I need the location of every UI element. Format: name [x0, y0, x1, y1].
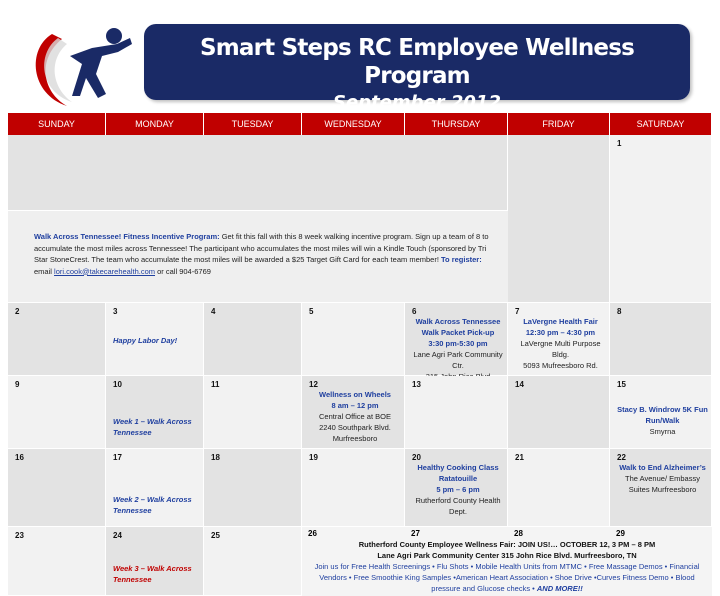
day-cell-17: [106, 449, 204, 527]
day-number: 2: [15, 307, 20, 316]
day-cell-3: [106, 303, 204, 376]
day-cell-5: [302, 303, 405, 376]
day-number: 23: [15, 531, 24, 540]
event-address: 2240 Southpark Blvd. Murfreesboro: [319, 423, 391, 443]
day-cell-18: [204, 449, 302, 527]
day-number: 12: [309, 380, 318, 389]
day-cell-8: [610, 303, 712, 376]
day-number: 11: [211, 380, 220, 389]
day-header-thursday: THURSDAY: [405, 113, 508, 135]
fair-headline: Rutherford County Employee Wellness Fair: JOIN US!… OCTOBER 12, 3 PM – 8 PM: [358, 540, 656, 549]
register-email-link[interactable]: lori.cook@takecarehealth.com: [54, 266, 156, 276]
event-title: Healthy Cooking Class Ratatouille: [417, 463, 499, 483]
event-time: 12:30 pm – 4:30 pm: [525, 328, 596, 337]
day-cell-4: [204, 303, 302, 376]
walk-across-tennessee-notice: [8, 211, 508, 303]
title-banner: [144, 24, 690, 113]
event-place: LaVergne Multi Purpose Bldg.: [520, 339, 601, 359]
day-number: 17: [113, 453, 122, 462]
event-address: 5093 Mufreesboro Rd.: [523, 361, 598, 370]
day-number: 25: [211, 531, 220, 540]
day-cell-23: [8, 527, 106, 596]
day-number: 5: [309, 307, 314, 316]
day-cell-12: [302, 376, 405, 449]
day-number: 21: [515, 453, 524, 462]
day-number-26: 26: [308, 529, 317, 538]
day-number: 13: [412, 380, 421, 389]
month-subtitle: September 2012: [333, 92, 501, 113]
day-number: 22: [617, 453, 626, 462]
day-number-28: 28: [514, 529, 523, 538]
day-cell-24: [106, 527, 204, 596]
day-cell-11: [204, 376, 302, 449]
walk-week-label: Week 2 – Walk Across Tennessee: [113, 495, 192, 515]
event-place: Central Office at BOE: [319, 412, 391, 421]
day-cell-7: [508, 303, 610, 376]
day-cell-1: [610, 135, 712, 303]
day-cell-22: [610, 449, 712, 527]
event-time: 3:30 pm-5:30 pm: [428, 339, 488, 348]
day-number: 6: [412, 307, 417, 316]
day-header-tuesday: TUESDAY: [204, 113, 302, 135]
day-cell-13: [405, 376, 508, 449]
day-number: 20: [412, 453, 421, 462]
day-cell-19: [302, 449, 405, 527]
event-time: 8 am – 12 pm: [331, 401, 379, 410]
day-header-wednesday: WEDNESDAY: [302, 113, 405, 135]
fair-details: Join us for Free Health Screenings • Flu Shots • Mobile Health Units from MTMC • Free Massage Demos • Financial Vendors • Free Smoothie King Samples •American Heart Association • Shoe Drive •Curves Fitness Demo • Blood pressure and Glucose checks •: [314, 562, 700, 593]
day-number: 9: [15, 380, 20, 389]
day-header-sunday: SUNDAY: [8, 113, 106, 135]
notice-body: Get fit this fall with this 8 week walking incentive program. Sign up a team of 8 to accumulate the most miles across Tennessee! The participant who accumulates the most miles will win a Kindle Touch (sponsored by Tri Star StoneCrest. The team who accumulate the most miles will be awarded a $25 Target Gift Card for each team member!: [34, 232, 489, 264]
day-number: 10: [113, 380, 122, 389]
day-cell-15: [610, 376, 712, 449]
walk-week-label: Week 3 – Walk Across Tennessee: [113, 564, 192, 584]
runner-swoosh-logo: [22, 14, 142, 114]
event-title: Walk Across Tennessee Walk Packet Pick-up: [415, 317, 501, 337]
event-place: Smyrna: [649, 427, 676, 436]
day-cell-21: [508, 449, 610, 527]
event-title: Wellness on Wheels: [319, 390, 391, 399]
fair-more: AND MORE!!: [536, 584, 583, 593]
event-title: Walk to End Alzheimer’s: [619, 463, 706, 472]
day-cell-14: [508, 376, 610, 449]
calendar-grid: [8, 113, 712, 593]
day-number: 3: [113, 307, 118, 316]
day-header-monday: MONDAY: [106, 113, 204, 135]
event-place: Lane Agri Park Community Ctr.: [413, 350, 503, 370]
register-post: or call 904-6769: [157, 266, 211, 276]
event-place: Rutherford County Health Dept.: [415, 496, 501, 516]
day-cell-20: [405, 449, 508, 527]
day-header-saturday: SATURDAY: [610, 113, 712, 135]
day-number: 19: [309, 453, 318, 462]
day-number-29: 29: [616, 529, 625, 538]
event-title: LaVergne Health Fair: [523, 317, 598, 326]
notice-top-space: [8, 135, 508, 211]
day-header-friday: FRIDAY: [508, 113, 610, 135]
fair-location: Lane Agri Park Community Center 315 John Rice Blvd. Murfreesboro, TN: [377, 551, 637, 560]
day-number: 4: [211, 307, 216, 316]
event-place: The Avenue/ Embassy Suites Murfreesboro: [625, 474, 700, 494]
day-number: 24: [113, 531, 122, 540]
day-number: 8: [617, 307, 622, 316]
event-time: 5 pm – 6 pm: [436, 485, 480, 494]
day-cell-6: [405, 303, 508, 376]
wellness-fair-announcement: [302, 527, 712, 596]
day-cell-10: [106, 376, 204, 449]
page-title: Smart Steps RC Employee Wellness Program: [199, 35, 634, 89]
day-number: 14: [515, 380, 524, 389]
event-title: Stacy B. Windrow 5K Fun Run/Walk: [617, 405, 708, 425]
day-number: 18: [211, 453, 220, 462]
register-label: To register:: [441, 255, 482, 264]
day-number: 7: [515, 307, 520, 316]
day-number-27: 27: [411, 529, 420, 538]
day-number: 1: [617, 139, 622, 148]
register-pre: email: [34, 266, 52, 276]
day-cell-empty-friday: [508, 135, 610, 303]
day-cell-25: [204, 527, 302, 596]
day-cell-16: [8, 449, 106, 527]
day-cell-9: [8, 376, 106, 449]
notice-title: Walk Across Tennessee! Fitness Incentive Program:: [34, 232, 220, 241]
walk-week-label: Week 1 – Walk Across Tennessee: [113, 417, 192, 437]
day-number: 15: [617, 380, 626, 389]
day-cell-2: [8, 303, 106, 376]
day-number: 16: [15, 453, 24, 462]
holiday-label: Happy Labor Day!: [113, 336, 178, 345]
